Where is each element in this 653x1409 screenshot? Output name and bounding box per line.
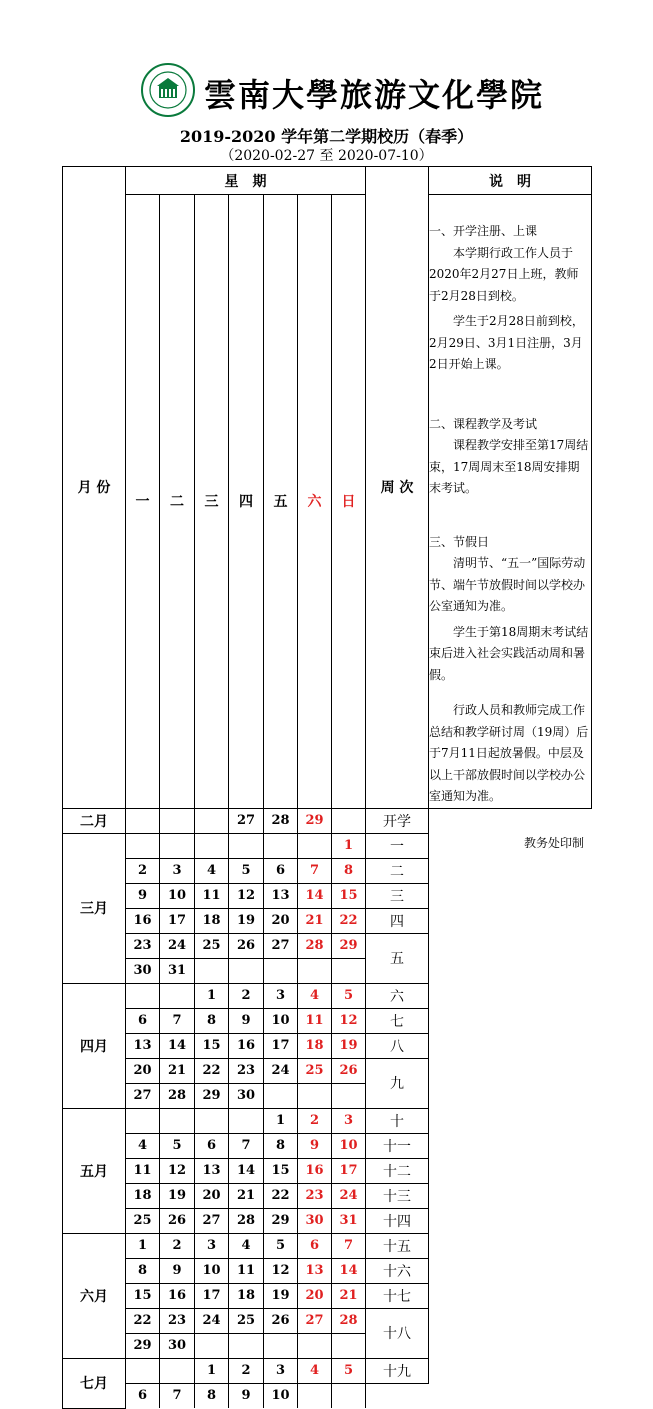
weekday-sun: 日 (332, 195, 366, 809)
day-cell-tue: 26 (160, 1208, 195, 1233)
day-cell-mon: 6 (126, 1383, 160, 1408)
month-label: 三月 (63, 833, 126, 983)
month-column-header: 月 份 (63, 167, 126, 809)
day-cell-fri: 3 (264, 983, 298, 1008)
day-cell-thu: 23 (229, 1058, 264, 1083)
day-cell-sat: 4 (298, 1358, 332, 1383)
weekday-thu: 四 (229, 195, 264, 809)
day-cell-sun: 17 (332, 1158, 366, 1183)
day-cell-fri: 12 (264, 1258, 298, 1283)
calendar-row (63, 1258, 592, 1283)
calendar-row (63, 1383, 592, 1408)
day-cell-thu: 26 (229, 933, 264, 958)
day-cell-fri: 10 (264, 1008, 298, 1033)
day-cell-fri: 5 (264, 1233, 298, 1258)
day-cell-fri: 10 (264, 1383, 298, 1408)
day-cell-sat: 27 (298, 1308, 332, 1333)
day-cell-thu: 2 (229, 983, 264, 1008)
day-cell-thu: 5 (229, 858, 264, 883)
day-cell-fri: 27 (264, 933, 298, 958)
day-cell-fri: 24 (264, 1058, 298, 1083)
calendar-row (63, 983, 592, 1008)
calendar-row (63, 1033, 592, 1058)
day-cell-mon: 20 (126, 1058, 160, 1083)
day-cell-tue: 17 (160, 908, 195, 933)
day-cell-thu (229, 833, 264, 858)
week-number: 十 (366, 1108, 429, 1133)
day-cell-tue: 5 (160, 1133, 195, 1158)
day-cell-fri (264, 1083, 298, 1108)
day-cell-fri: 8 (264, 1133, 298, 1158)
day-cell-sat: 11 (298, 1008, 332, 1033)
day-cell-mon (126, 1358, 160, 1383)
month-label: 六月 (63, 1233, 126, 1358)
day-cell-fri: 13 (264, 883, 298, 908)
day-cell-wed (195, 958, 229, 983)
day-cell-tue: 28 (160, 1083, 195, 1108)
day-cell-mon: 23 (126, 933, 160, 958)
day-cell-sun: 24 (332, 1183, 366, 1208)
day-cell-fri: 28 (264, 808, 298, 833)
day-cell-tue: 2 (160, 1233, 195, 1258)
calendar-table (62, 166, 592, 1409)
day-cell-fri: 17 (264, 1033, 298, 1058)
week-number: 五 (366, 933, 429, 983)
week-number: 开学 (366, 808, 429, 833)
day-cell-tue (160, 1358, 195, 1383)
calendar-row (63, 1333, 592, 1358)
day-cell-tue (160, 808, 195, 833)
day-cell-wed: 8 (195, 1383, 229, 1408)
day-cell-wed: 6 (195, 1133, 229, 1158)
day-cell-thu: 19 (229, 908, 264, 933)
day-cell-thu: 30 (229, 1083, 264, 1108)
notes-cell (429, 195, 592, 809)
day-cell-sat: 20 (298, 1283, 332, 1308)
calendar-row (63, 833, 592, 858)
week-number: 九 (366, 1058, 429, 1108)
day-cell-sun: 3 (332, 1108, 366, 1133)
day-cell-wed: 22 (195, 1058, 229, 1083)
day-cell-wed: 1 (195, 983, 229, 1008)
day-cell-fri (264, 1333, 298, 1358)
day-cell-sun: 1 (332, 833, 366, 858)
day-cell-sun: 15 (332, 883, 366, 908)
day-cell-wed (195, 1108, 229, 1133)
notes-section-1-paragraph: 学生于2月28日前到校，2月29日、3月1日注册，3月2日开始上课。 (429, 314, 584, 371)
day-cell-tue: 31 (160, 958, 195, 983)
day-cell-wed: 25 (195, 933, 229, 958)
day-cell-wed (195, 808, 229, 833)
document-title: 2019-2020 学年第二学期校历（春季） (179, 127, 474, 146)
day-cell-mon: 22 (126, 1308, 160, 1333)
day-cell-mon: 30 (126, 958, 160, 983)
calendar-row (63, 1183, 592, 1208)
day-cell-thu (229, 1108, 264, 1133)
month-label: 四月 (63, 983, 126, 1108)
day-cell-thu: 18 (229, 1283, 264, 1308)
weekday-sat: 六 (298, 195, 332, 809)
day-cell-mon: 4 (126, 1133, 160, 1158)
calendar-row (63, 933, 592, 958)
day-cell-sun: 22 (332, 908, 366, 933)
day-cell-mon (126, 1108, 160, 1133)
day-cell-tue: 14 (160, 1033, 195, 1058)
week-number: 八 (366, 1033, 429, 1058)
notes-section-1-title: 一、开学注册、上课 (429, 224, 538, 238)
day-cell-fri: 20 (264, 908, 298, 933)
day-cell-sun: 14 (332, 1258, 366, 1283)
school-name: 雲南大學旅游文化學院 (204, 76, 545, 114)
day-cell-sat: 13 (298, 1258, 332, 1283)
day-cell-fri: 26 (264, 1308, 298, 1333)
day-cell-thu: 28 (229, 1208, 264, 1233)
day-cell-tue (160, 1108, 195, 1133)
day-cell-sat: 16 (298, 1158, 332, 1183)
calendar-row (63, 1358, 592, 1383)
day-cell-sat: 23 (298, 1183, 332, 1208)
day-cell-wed: 1 (195, 1358, 229, 1383)
day-cell-thu: 16 (229, 1033, 264, 1058)
weekday-group-header: 星 期 (126, 167, 366, 195)
day-cell-mon: 2 (126, 858, 160, 883)
day-cell-tue: 30 (160, 1333, 195, 1358)
day-cell-tue: 9 (160, 1258, 195, 1283)
week-number: 一 (366, 833, 429, 858)
calendar-row (63, 1133, 592, 1158)
day-cell-sat: 28 (298, 933, 332, 958)
calendar-row (63, 1283, 592, 1308)
day-cell-wed (195, 1333, 229, 1358)
day-cell-sun: 10 (332, 1133, 366, 1158)
notes-section-3-title: 三、节假日 (429, 534, 490, 549)
day-cell-sat: 2 (298, 1108, 332, 1133)
printed-by-note: 教务处印制 (524, 836, 585, 850)
weekday-tue: 二 (160, 195, 195, 809)
day-cell-sat (298, 1383, 332, 1408)
week-number: 四 (366, 908, 429, 933)
week-column-header: 周 次 (366, 167, 429, 809)
day-cell-wed: 10 (195, 1258, 229, 1283)
day-cell-sat (298, 1333, 332, 1358)
calendar-row (63, 1233, 592, 1258)
day-cell-thu: 11 (229, 1258, 264, 1283)
day-cell-thu: 21 (229, 1183, 264, 1208)
day-cell-sat: 9 (298, 1133, 332, 1158)
day-cell-sun: 21 (332, 1283, 366, 1308)
day-cell-sat: 18 (298, 1033, 332, 1058)
day-cell-sat (298, 958, 332, 983)
calendar-row (63, 908, 592, 933)
week-number: 六 (366, 983, 429, 1008)
week-number: 十六 (366, 1258, 429, 1283)
day-cell-tue: 12 (160, 1158, 195, 1183)
week-number: 十二 (366, 1158, 429, 1183)
week-number: 十七 (366, 1283, 429, 1308)
day-cell-wed: 20 (195, 1183, 229, 1208)
day-cell-thu: 4 (229, 1233, 264, 1258)
day-cell-fri: 22 (264, 1183, 298, 1208)
week-number: 十三 (366, 1183, 429, 1208)
calendar-row (63, 1008, 592, 1033)
day-cell-sat (298, 1083, 332, 1108)
notes-section-1-paragraph: 本学期行政工作人员于2020年2月27日上班，教师于2月28日到校。 (429, 245, 579, 303)
day-cell-wed: 17 (195, 1283, 229, 1308)
day-cell-thu: 12 (229, 883, 264, 908)
notes-section-3-paragraph: 学生于第18周期末考试结束后进入社会实践活动周和暑假。 (429, 624, 589, 682)
day-cell-tue: 7 (160, 1008, 195, 1033)
day-cell-sun: 5 (332, 983, 366, 1008)
day-cell-mon: 16 (126, 908, 160, 933)
day-cell-sun: 19 (332, 1033, 366, 1058)
day-cell-sun (332, 1383, 366, 1408)
day-cell-wed (195, 833, 229, 858)
day-cell-tue: 23 (160, 1308, 195, 1333)
day-cell-wed: 24 (195, 1308, 229, 1333)
day-cell-tue: 7 (160, 1383, 195, 1408)
day-cell-wed: 15 (195, 1033, 229, 1058)
day-cell-tue: 19 (160, 1183, 195, 1208)
calendar-row (63, 1158, 592, 1183)
university-seal-icon (140, 62, 196, 118)
day-cell-mon: 1 (126, 1233, 160, 1258)
day-cell-sun: 7 (332, 1233, 366, 1258)
page-header (0, 0, 653, 122)
day-cell-mon: 8 (126, 1258, 160, 1283)
day-cell-sun (332, 958, 366, 983)
day-cell-sun: 26 (332, 1058, 366, 1083)
week-number: 十一 (366, 1133, 429, 1158)
day-cell-sat: 4 (298, 983, 332, 1008)
day-cell-mon: 27 (126, 1083, 160, 1108)
day-cell-mon: 11 (126, 1158, 160, 1183)
day-cell-sun: 5 (332, 1358, 366, 1383)
document-date-range: （2020-02-27 至 2020-07-10） (220, 148, 433, 164)
month-label: 二月 (63, 808, 126, 833)
notes-section-3-paragraph: 行政人员和教师完成工作总结和教学研讨周（19周）后于7月11日起放暑假。中层及以上干部放假时间以学校办公室通知为准。 (429, 703, 589, 803)
day-cell-mon: 13 (126, 1033, 160, 1058)
day-cell-sat: 7 (298, 858, 332, 883)
calendar-row (63, 958, 592, 983)
day-cell-sat: 30 (298, 1208, 332, 1233)
day-cell-wed: 8 (195, 1008, 229, 1033)
calendar-row (63, 858, 592, 883)
week-number: 三 (366, 883, 429, 908)
day-cell-fri: 15 (264, 1158, 298, 1183)
weekday-fri: 五 (264, 195, 298, 809)
day-cell-mon: 9 (126, 883, 160, 908)
day-cell-tue: 24 (160, 933, 195, 958)
day-cell-thu: 2 (229, 1358, 264, 1383)
day-cell-tue (160, 833, 195, 858)
day-cell-wed: 4 (195, 858, 229, 883)
day-cell-thu: 9 (229, 1008, 264, 1033)
day-cell-wed: 3 (195, 1233, 229, 1258)
week-number: 十五 (366, 1233, 429, 1258)
day-cell-sun (332, 1333, 366, 1358)
calendar-row (63, 808, 592, 833)
day-cell-mon (126, 983, 160, 1008)
notes-content (429, 195, 591, 808)
day-cell-fri: 3 (264, 1358, 298, 1383)
day-cell-thu: 27 (229, 808, 264, 833)
week-number: 十九 (366, 1358, 429, 1383)
month-label: 七月 (63, 1358, 126, 1408)
calendar-row (63, 883, 592, 908)
day-cell-sun: 28 (332, 1308, 366, 1333)
calendar-row (63, 1308, 592, 1333)
day-cell-tue: 21 (160, 1058, 195, 1083)
calendar-row (63, 1108, 592, 1133)
day-cell-mon: 29 (126, 1333, 160, 1358)
day-cell-mon: 6 (126, 1008, 160, 1033)
day-cell-thu: 7 (229, 1133, 264, 1158)
day-cell-mon: 15 (126, 1283, 160, 1308)
day-cell-mon: 25 (126, 1208, 160, 1233)
day-cell-thu: 14 (229, 1158, 264, 1183)
day-cell-thu: 25 (229, 1308, 264, 1333)
notes-column-header: 说 明 (429, 167, 592, 195)
calendar-body (63, 808, 592, 1408)
day-cell-wed: 11 (195, 883, 229, 908)
week-number: 七 (366, 1008, 429, 1033)
day-cell-sat: 6 (298, 1233, 332, 1258)
day-cell-sat (298, 833, 332, 858)
day-cell-tue: 16 (160, 1283, 195, 1308)
week-number: 十四 (366, 1208, 429, 1233)
day-cell-tue: 3 (160, 858, 195, 883)
day-cell-wed: 13 (195, 1158, 229, 1183)
week-number: 二 (366, 858, 429, 883)
day-cell-sun: 31 (332, 1208, 366, 1233)
day-cell-sat: 14 (298, 883, 332, 908)
notes-section-3-paragraph: 清明节、“五一”国际劳动节、端午节放假时间以学校办公室通知为准。 (429, 556, 586, 613)
day-cell-sun (332, 1083, 366, 1108)
day-cell-sun (332, 808, 366, 833)
day-cell-sun: 12 (332, 1008, 366, 1033)
day-cell-fri: 19 (264, 1283, 298, 1308)
day-cell-sun: 8 (332, 858, 366, 883)
day-cell-sun: 29 (332, 933, 366, 958)
month-label: 五月 (63, 1108, 126, 1233)
day-cell-tue: 10 (160, 883, 195, 908)
day-cell-thu (229, 958, 264, 983)
day-cell-fri (264, 833, 298, 858)
day-cell-mon (126, 833, 160, 858)
weekday-wed: 三 (195, 195, 229, 809)
day-cell-wed: 27 (195, 1208, 229, 1233)
day-cell-sat: 21 (298, 908, 332, 933)
day-cell-fri: 29 (264, 1208, 298, 1233)
calendar-row (63, 1208, 592, 1233)
calendar-row (63, 1083, 592, 1108)
day-cell-tue (160, 983, 195, 1008)
notes-section-2-title: 二、课程教学及考试 (429, 416, 538, 431)
notes-section-2-paragraph: 课程教学安排至第17周结束，17周周末至18周安排期末考试。 (429, 438, 589, 495)
day-cell-fri: 1 (264, 1108, 298, 1133)
day-cell-thu: 9 (229, 1383, 264, 1408)
weekday-mon: 一 (126, 195, 160, 809)
day-cell-fri: 6 (264, 858, 298, 883)
day-cell-wed: 29 (195, 1083, 229, 1108)
day-cell-fri (264, 958, 298, 983)
day-cell-mon: 18 (126, 1183, 160, 1208)
day-cell-mon (126, 808, 160, 833)
calendar-row (63, 1058, 592, 1083)
day-cell-wed: 18 (195, 908, 229, 933)
week-number: 十八 (366, 1308, 429, 1358)
day-cell-thu (229, 1333, 264, 1358)
day-cell-sat: 29 (298, 808, 332, 833)
day-cell-sat: 25 (298, 1058, 332, 1083)
